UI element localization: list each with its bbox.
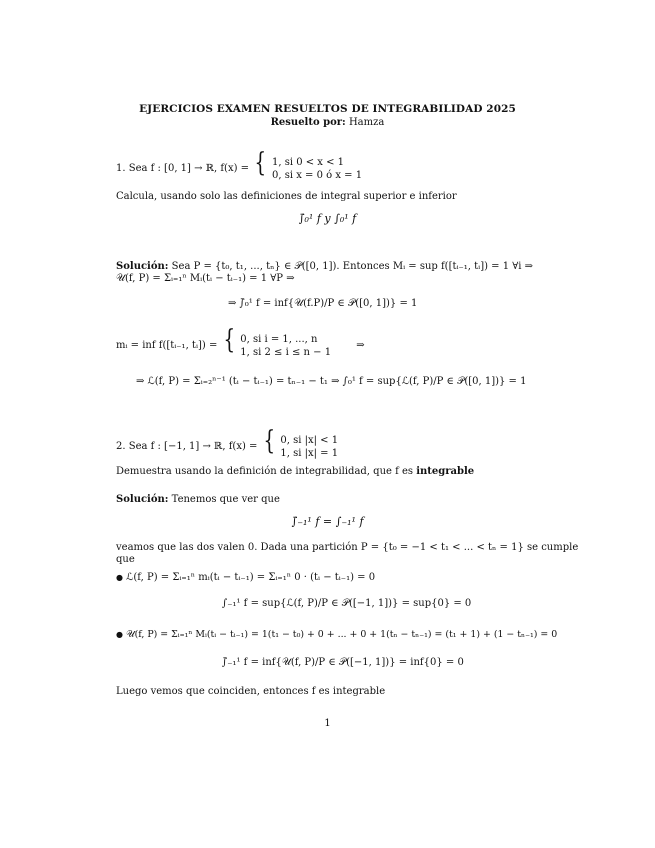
exercise-1-instruction: Calcula, usando solo las definiciones de integral superior e inferior	[116, 191, 457, 202]
solution-2-text: Tenemos que ver que	[171, 494, 280, 505]
bullet-marker: ●	[116, 573, 123, 582]
case-1: 0, si i = 1, ..., n	[240, 333, 318, 345]
page-number: 1	[324, 718, 331, 729]
case-2: 0, si x = 0 ó x = 1	[271, 169, 363, 181]
author-label: Resuelto por:	[270, 117, 346, 128]
solution-1-line-1	[116, 261, 533, 272]
piecewise-cases	[280, 434, 338, 460]
bullet-1-result: ∫₋₁¹ f = sup{ℒ(f, P)/P ∈ 𝒫([−1, 1])} = sup{0} = 0	[222, 598, 472, 609]
piecewise-cases	[272, 156, 362, 182]
bullet-1	[116, 572, 375, 583]
bullet-marker: ●	[116, 630, 123, 639]
exercise-2-instruction	[116, 466, 474, 477]
bullet-1-text: ℒ(f, P) = Σᵢ₌₁ⁿ mᵢ(tᵢ − tᵢ₋₁) = Σᵢ₌₁ⁿ 0 · (tᵢ − tᵢ₋₁) = 0	[126, 572, 376, 583]
solution-1-line-4	[116, 327, 365, 359]
solution-1-line-5: ⇒ ℒ(f, P) = Σᵢ₌₂ⁿ⁻¹ (tᵢ − tᵢ₋₁) = tₙ₋₁ − t₁ ⇒ ∫₀¹ f = sup{ℒ(f, P)/P ∈ 𝒫([0, 1])} = 1	[136, 376, 527, 387]
exercise-1-text: 1. Sea f : [0, 1] → ℝ, f(x) =	[116, 163, 250, 174]
integral-equality: ∫̄₋₁¹ f = ∫₋₁¹ f	[291, 515, 364, 528]
author-line	[0, 117, 655, 128]
solution-label: Solución:	[116, 494, 169, 505]
instruction-text: Demuestra usando la definición de integrabilidad, que f es	[116, 466, 417, 477]
left-brace: {	[254, 148, 267, 178]
bullet-2-text: 𝒰(f, P) = Σᵢ₌₁ⁿ Mᵢ(tᵢ − tᵢ₋₁) = 1(t₁ − t₀) + 0 + ... + 0 + 1(tₙ − tₙ₋₁) = (t₁ + 1) + (1 − tₙ₋₁) = 0	[126, 629, 558, 640]
piecewise-cases	[240, 333, 331, 359]
exercise-2-statement	[116, 428, 338, 460]
exercise-2-text: 2. Sea f : [−1, 1] → ℝ, f(x) =	[116, 441, 258, 452]
case-2: 1, si |x| = 1	[280, 447, 339, 459]
solution-2-line-a: veamos que las dos valen 0. Dada una partición P = {t₀ = −1 < t₁ < ... < tₙ = 1} se cumple	[116, 542, 579, 553]
case-1: 0, si |x| < 1	[280, 434, 339, 446]
upper-lower-integrals: ∫̄₀¹ f y ∫₀¹ f	[298, 212, 357, 225]
solution-label: Solución:	[116, 261, 169, 272]
page-title: EJERCICIOS EXAMEN RESUELTOS DE INTEGRABILIDAD 2025	[139, 103, 516, 115]
solution-1-line-3: ⇒ ∫̄₀¹ f = inf{𝒰(f.P)/P ∈ 𝒫([0, 1])} = 1	[228, 298, 418, 309]
instruction-bold: integrable	[416, 466, 475, 477]
conclusion: Luego vemos que coinciden, entonces f es integrable	[116, 686, 386, 697]
left-brace: {	[263, 426, 275, 456]
exercise-1-statement	[116, 150, 362, 182]
solution-2-line-b: que	[116, 554, 135, 565]
case-2: 1, si 2 ≤ i ≤ n − 1	[240, 346, 332, 358]
case-1: 1, si 0 < x < 1	[271, 156, 345, 168]
author-name: Hamza	[348, 117, 385, 128]
solution-1-text-1: Sea P = {t₀, t₁, ..., tₙ} ∈ 𝒫([0, 1]). Entonces Mᵢ = sup f([tᵢ₋₁, tᵢ]) = 1 ∀i ⇒	[171, 261, 534, 272]
m-i-definition: mᵢ = inf f([tᵢ₋₁, tᵢ]) =	[116, 340, 218, 351]
implies-arrow: ⇒	[356, 340, 365, 351]
bullet-2-result: ∫̄₋₁¹ f = inf{𝒰(f, P)/P ∈ 𝒫([−1, 1])} = inf{0} = 0	[222, 657, 464, 668]
solution-2-intro	[116, 494, 280, 505]
solution-1-line-2: 𝒰(f, P) = Σᵢ₌₁ⁿ Mᵢ(tᵢ − tᵢ₋₁) = 1 ∀P ⇒	[116, 273, 295, 284]
bullet-2	[116, 629, 557, 640]
left-brace: {	[222, 325, 235, 355]
